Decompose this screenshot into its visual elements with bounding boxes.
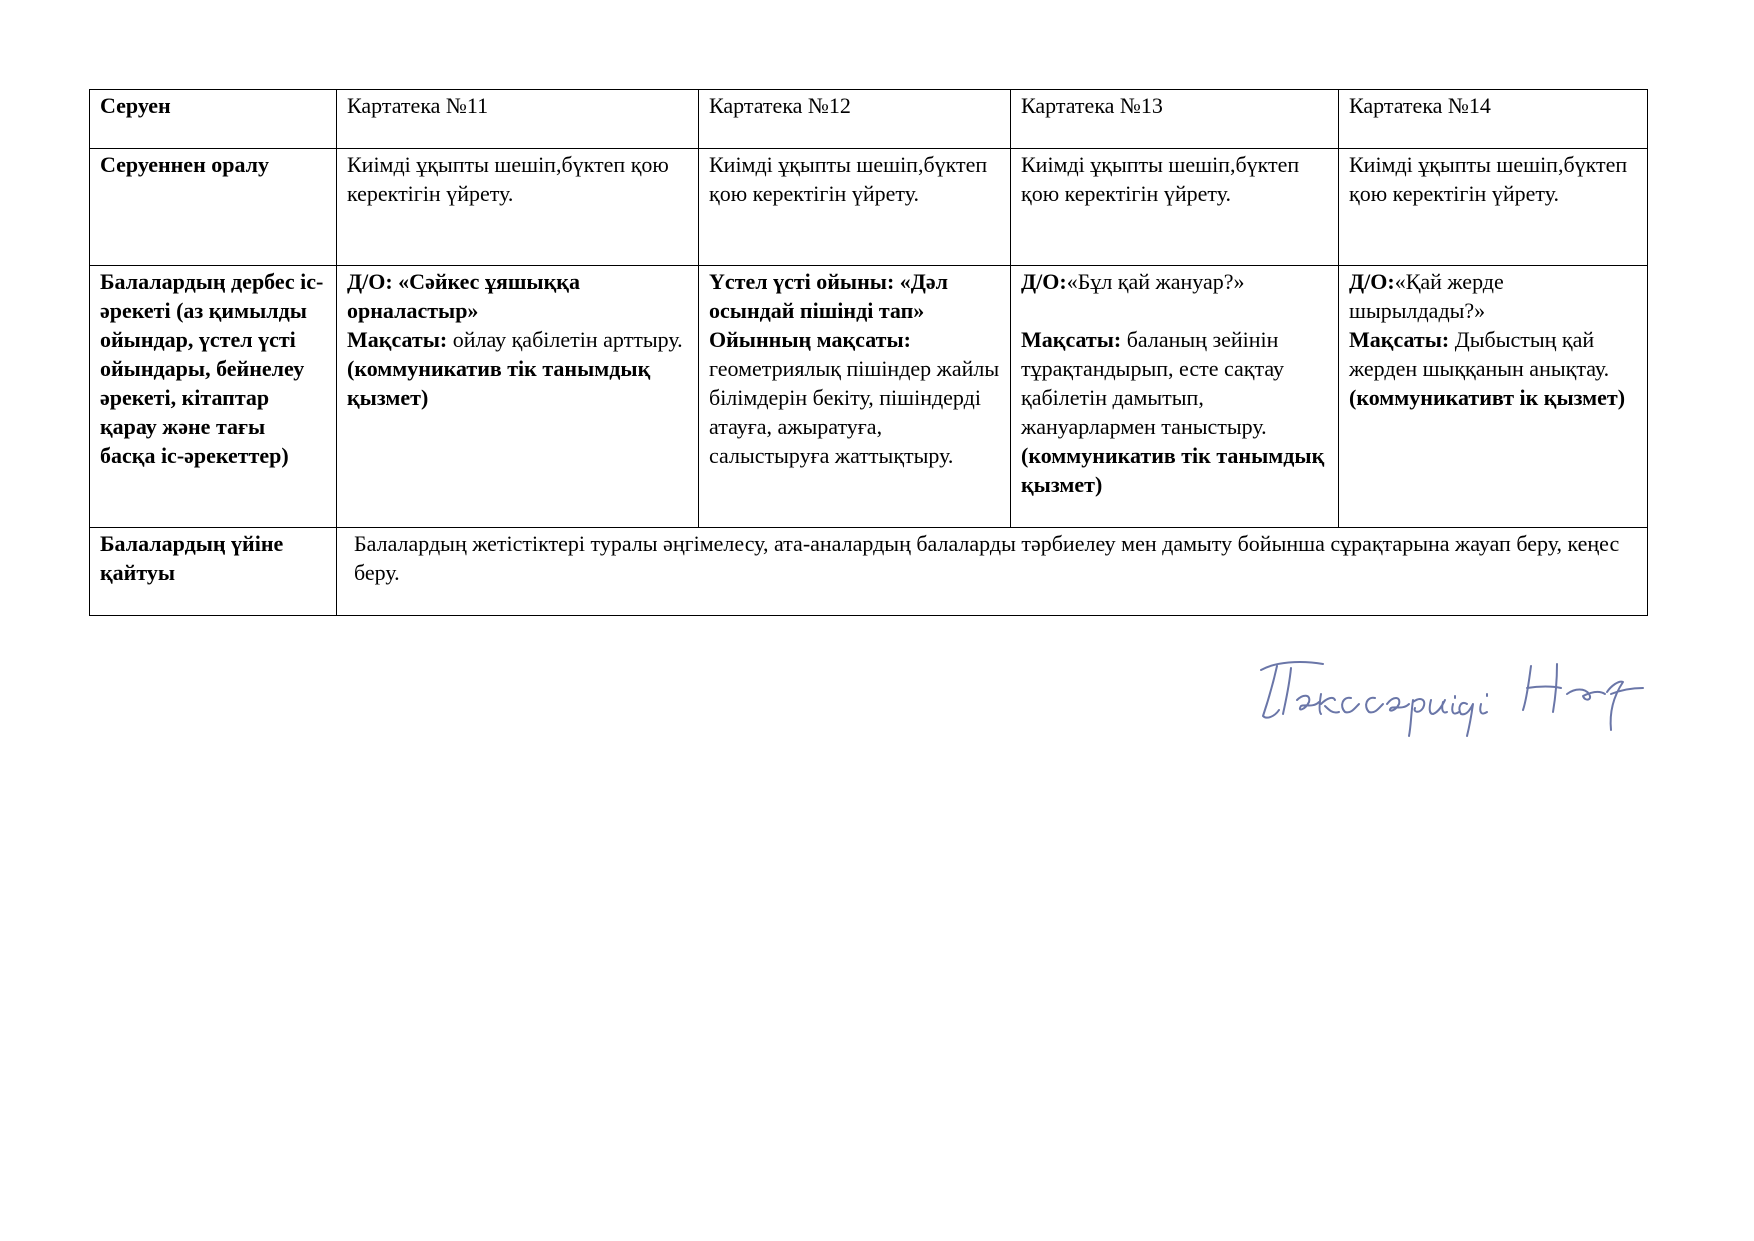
- table-cell: Киімді ұқыпты шешіп,бүктеп қою керектігін үйрету.: [337, 149, 699, 266]
- goal-text: Дыбыстың қай жерден шыққанын анықтау.: [1349, 327, 1610, 381]
- handwritten-signature: [1255, 650, 1675, 740]
- goal-text: баланың зейінін тұрақтандырып, есте сақтау қабілетін дамытып, жануарлармен таныстыру.: [1021, 327, 1284, 439]
- row-head-return-from-walk: Серуеннен оралу: [90, 149, 337, 266]
- goal-text: геометриялық пішіндер жайлы білімдерін бекіту, пішіндерді атауға, ажыратуға, салыстыруға жаттықтыру.: [709, 356, 1000, 468]
- table-cell: [1011, 266, 1339, 528]
- table-cell: Картатека №11: [337, 90, 699, 149]
- row-head-independent-activity: Балалардың дербес іс-әрекеті (аз қимылды ойындар, үстел үсті ойындары, бейнелеу әрекеті, кітаптар қарау және тағы басқа іс-әрекеттер): [90, 266, 337, 528]
- goal-label: Мақсаты:: [347, 327, 448, 352]
- table-cell: Киімді ұқыпты шешіп,бүктеп қою керектігін үйрету.: [1011, 149, 1339, 266]
- goal-label: Мақсаты:: [1021, 327, 1122, 352]
- table-row: [90, 149, 1648, 266]
- table-row: [90, 90, 1648, 149]
- table-cell: Киімді ұқыпты шешіп,бүктеп қою керектігін үйрету.: [1339, 149, 1648, 266]
- table-row: [90, 528, 1648, 616]
- table-cell: Картатека №12: [699, 90, 1011, 149]
- table-cell: [1339, 266, 1648, 528]
- table-cell: Картатека №13: [1011, 90, 1339, 149]
- row-head-walk: Серуен: [90, 90, 337, 149]
- game-title: «Қай жерде шырылдады?»: [1349, 269, 1504, 323]
- game-title: Үстел үсті ойыны: «Дәл осындай пішінді тап»: [709, 269, 949, 323]
- table-cell: Киімді ұқыпты шешіп,бүктеп қою керектігін үйрету.: [699, 149, 1011, 266]
- activity-type: (коммуникативт ік қызмет): [1349, 385, 1626, 410]
- game-label: Д/О:: [1021, 269, 1067, 294]
- goal-label: Ойынның мақсаты:: [709, 327, 911, 352]
- daily-plan-table: [89, 89, 1648, 616]
- game-label: Д/О:: [1349, 269, 1395, 294]
- table-cell: [699, 266, 1011, 528]
- table-cell-wide: Балалардың жетістіктері туралы әңгімелесу, ата-аналардың балаларды тәрбиелеу мен дамыту бойынша сұрақтарына жауап беру, кеңес беру.: [337, 528, 1648, 616]
- game-title: «Бұл қай жануар?»: [1066, 269, 1245, 294]
- table-row: [90, 266, 1648, 528]
- activity-type: (коммуникатив тік танымдық қызмет): [1021, 443, 1325, 497]
- activity-type: (коммуникатив тік танымдық қызмет): [347, 356, 651, 410]
- table-cell: [337, 266, 699, 528]
- game-title: Д/О: «Сәйкес ұяшыққа орналастыр»: [347, 269, 580, 323]
- goal-label: Мақсаты:: [1349, 327, 1450, 352]
- row-head-going-home: Балалардың үйіне қайтуы: [90, 528, 337, 616]
- goal-text: ойлау қабілетін арттыру.: [447, 327, 683, 352]
- table-cell: Картатека №14: [1339, 90, 1648, 149]
